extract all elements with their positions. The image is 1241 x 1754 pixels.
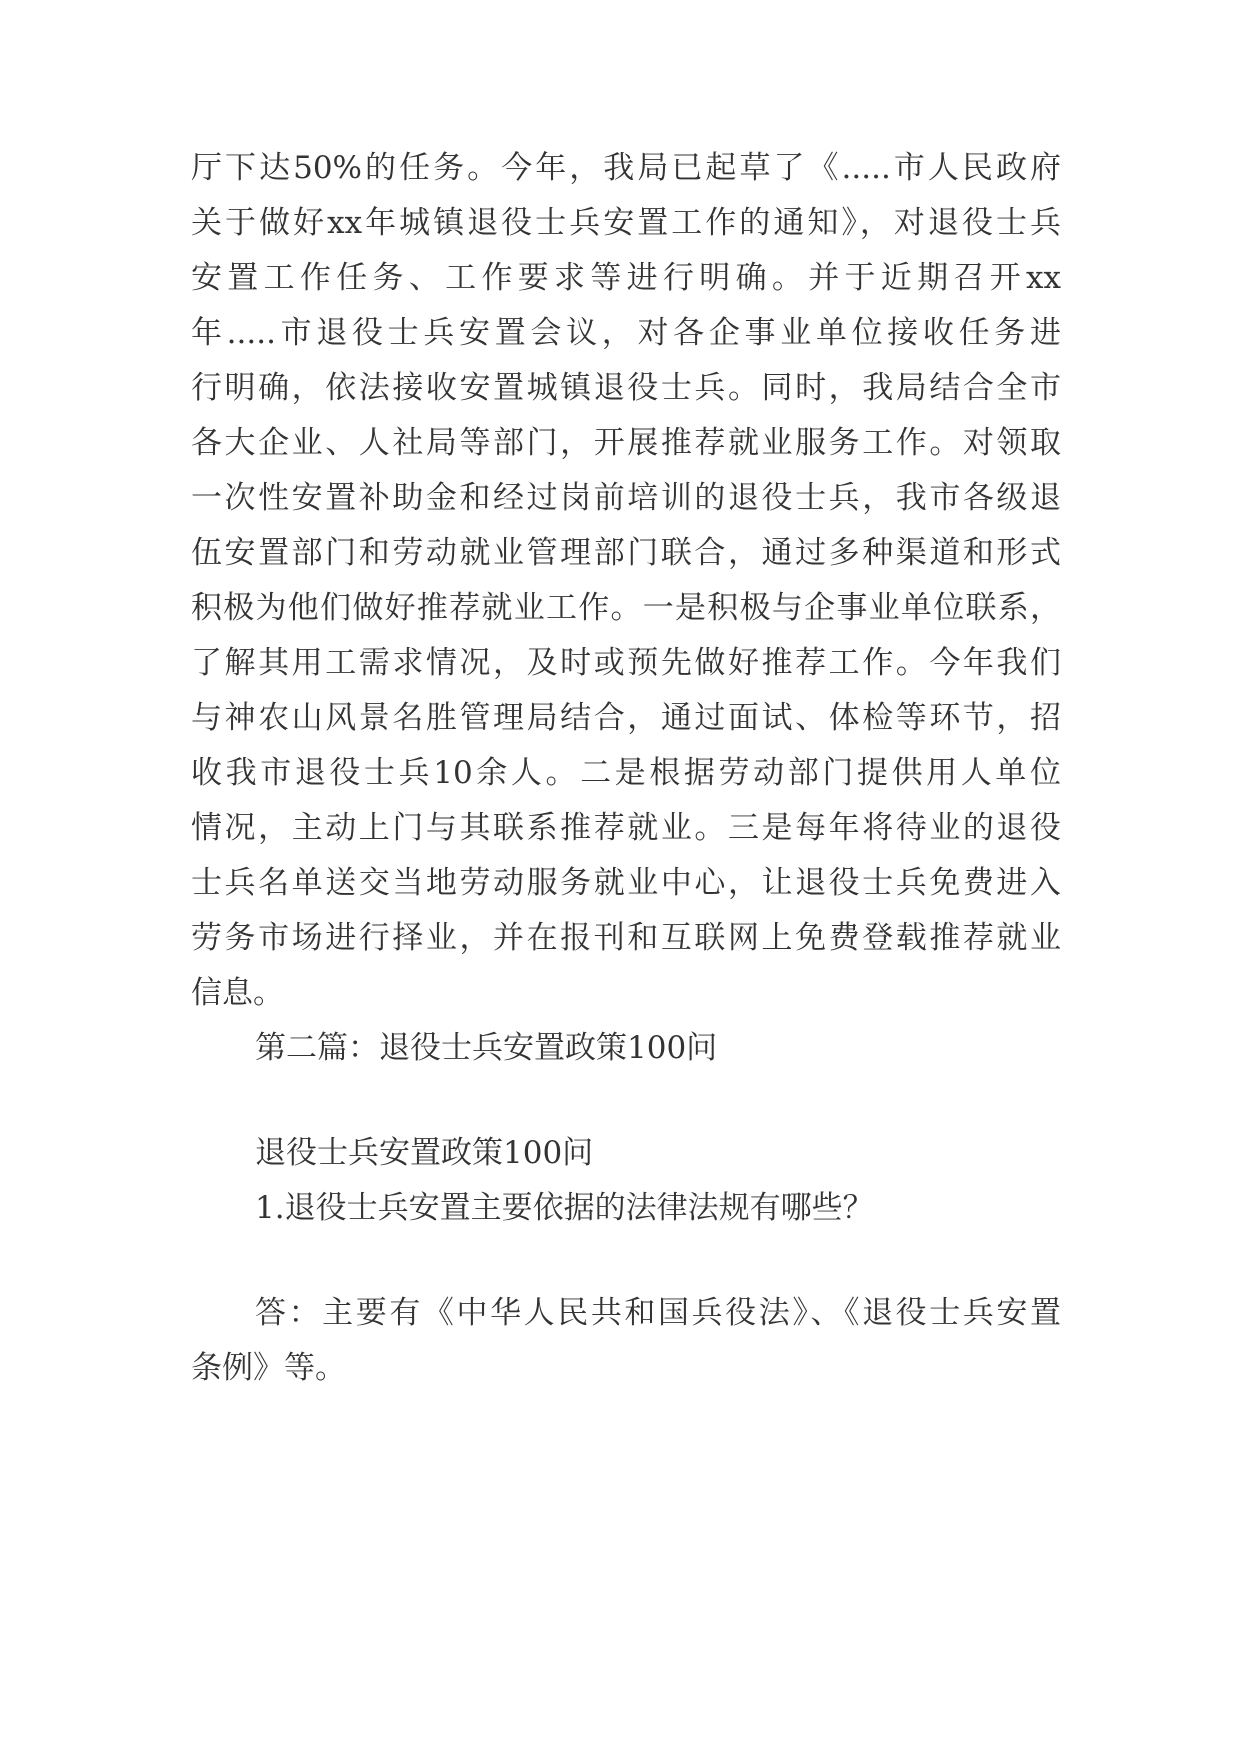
body-text-line: 了解其用工需求情况，及时或预先做好推荐工作。今年我们: [191, 645, 1061, 681]
body-text-line: 关于做好xx年城镇退役士兵安置工作的通知》，对退役士兵: [191, 205, 1061, 241]
body-text-line: 与神农山风景名胜管理局结合，通过面试、体检等环节，招: [191, 700, 1061, 736]
body-text-line: 士兵名单送交当地劳动服务就业中心，让退役士兵免费进入: [191, 865, 1061, 901]
body-text-line: 积极为他们做好推荐就业工作。一是积极与企事业单位联系，: [191, 590, 1061, 626]
question-text: 1.退役士兵安置主要依据的法律法规有哪些？: [255, 1190, 874, 1226]
body-text-line: 一次性安置补助金和经过岗前培训的退役士兵，我市各级退: [191, 480, 1061, 516]
body-text-line: 行明确，依法接收安置城镇退役士兵。同时，我局结合全市: [191, 370, 1061, 406]
section-heading: 第二篇：退役士兵安置政策100问: [255, 1030, 718, 1066]
body-text-line: 情况，主动上门与其联系推荐就业。三是每年将待业的退役: [191, 810, 1061, 846]
body-text-line: 劳务市场进行择业，并在报刊和互联网上免费登载推荐就业: [191, 920, 1061, 956]
body-text-line: 伍安置部门和劳动就业管理部门联合，通过多种渠道和形式: [191, 535, 1061, 571]
body-text-line: 安置工作任务、工作要求等进行明确。并于近期召开xx: [191, 260, 1061, 296]
body-text-line: 各大企业、人社局等部门，开展推荐就业服务工作。对领取: [191, 425, 1061, 461]
document-title: 退役士兵安置政策100问: [255, 1135, 594, 1171]
answer-text-line: 条例》等。: [191, 1350, 346, 1386]
answer-text-line: 答：主要有《中华人民共和国兵役法》、《退役士兵安置: [255, 1295, 1061, 1331]
body-text-line: 收我市退役士兵10余人。二是根据劳动部门提供用人单位: [191, 755, 1061, 791]
body-text-line: 信息。: [191, 975, 284, 1011]
body-text-line: 厅下达50%的任务。今年，我局已起草了《.....市人民政府: [191, 150, 1061, 186]
body-text-line: 年.....市退役士兵安置会议，对各企事业单位接收任务进: [191, 315, 1061, 351]
